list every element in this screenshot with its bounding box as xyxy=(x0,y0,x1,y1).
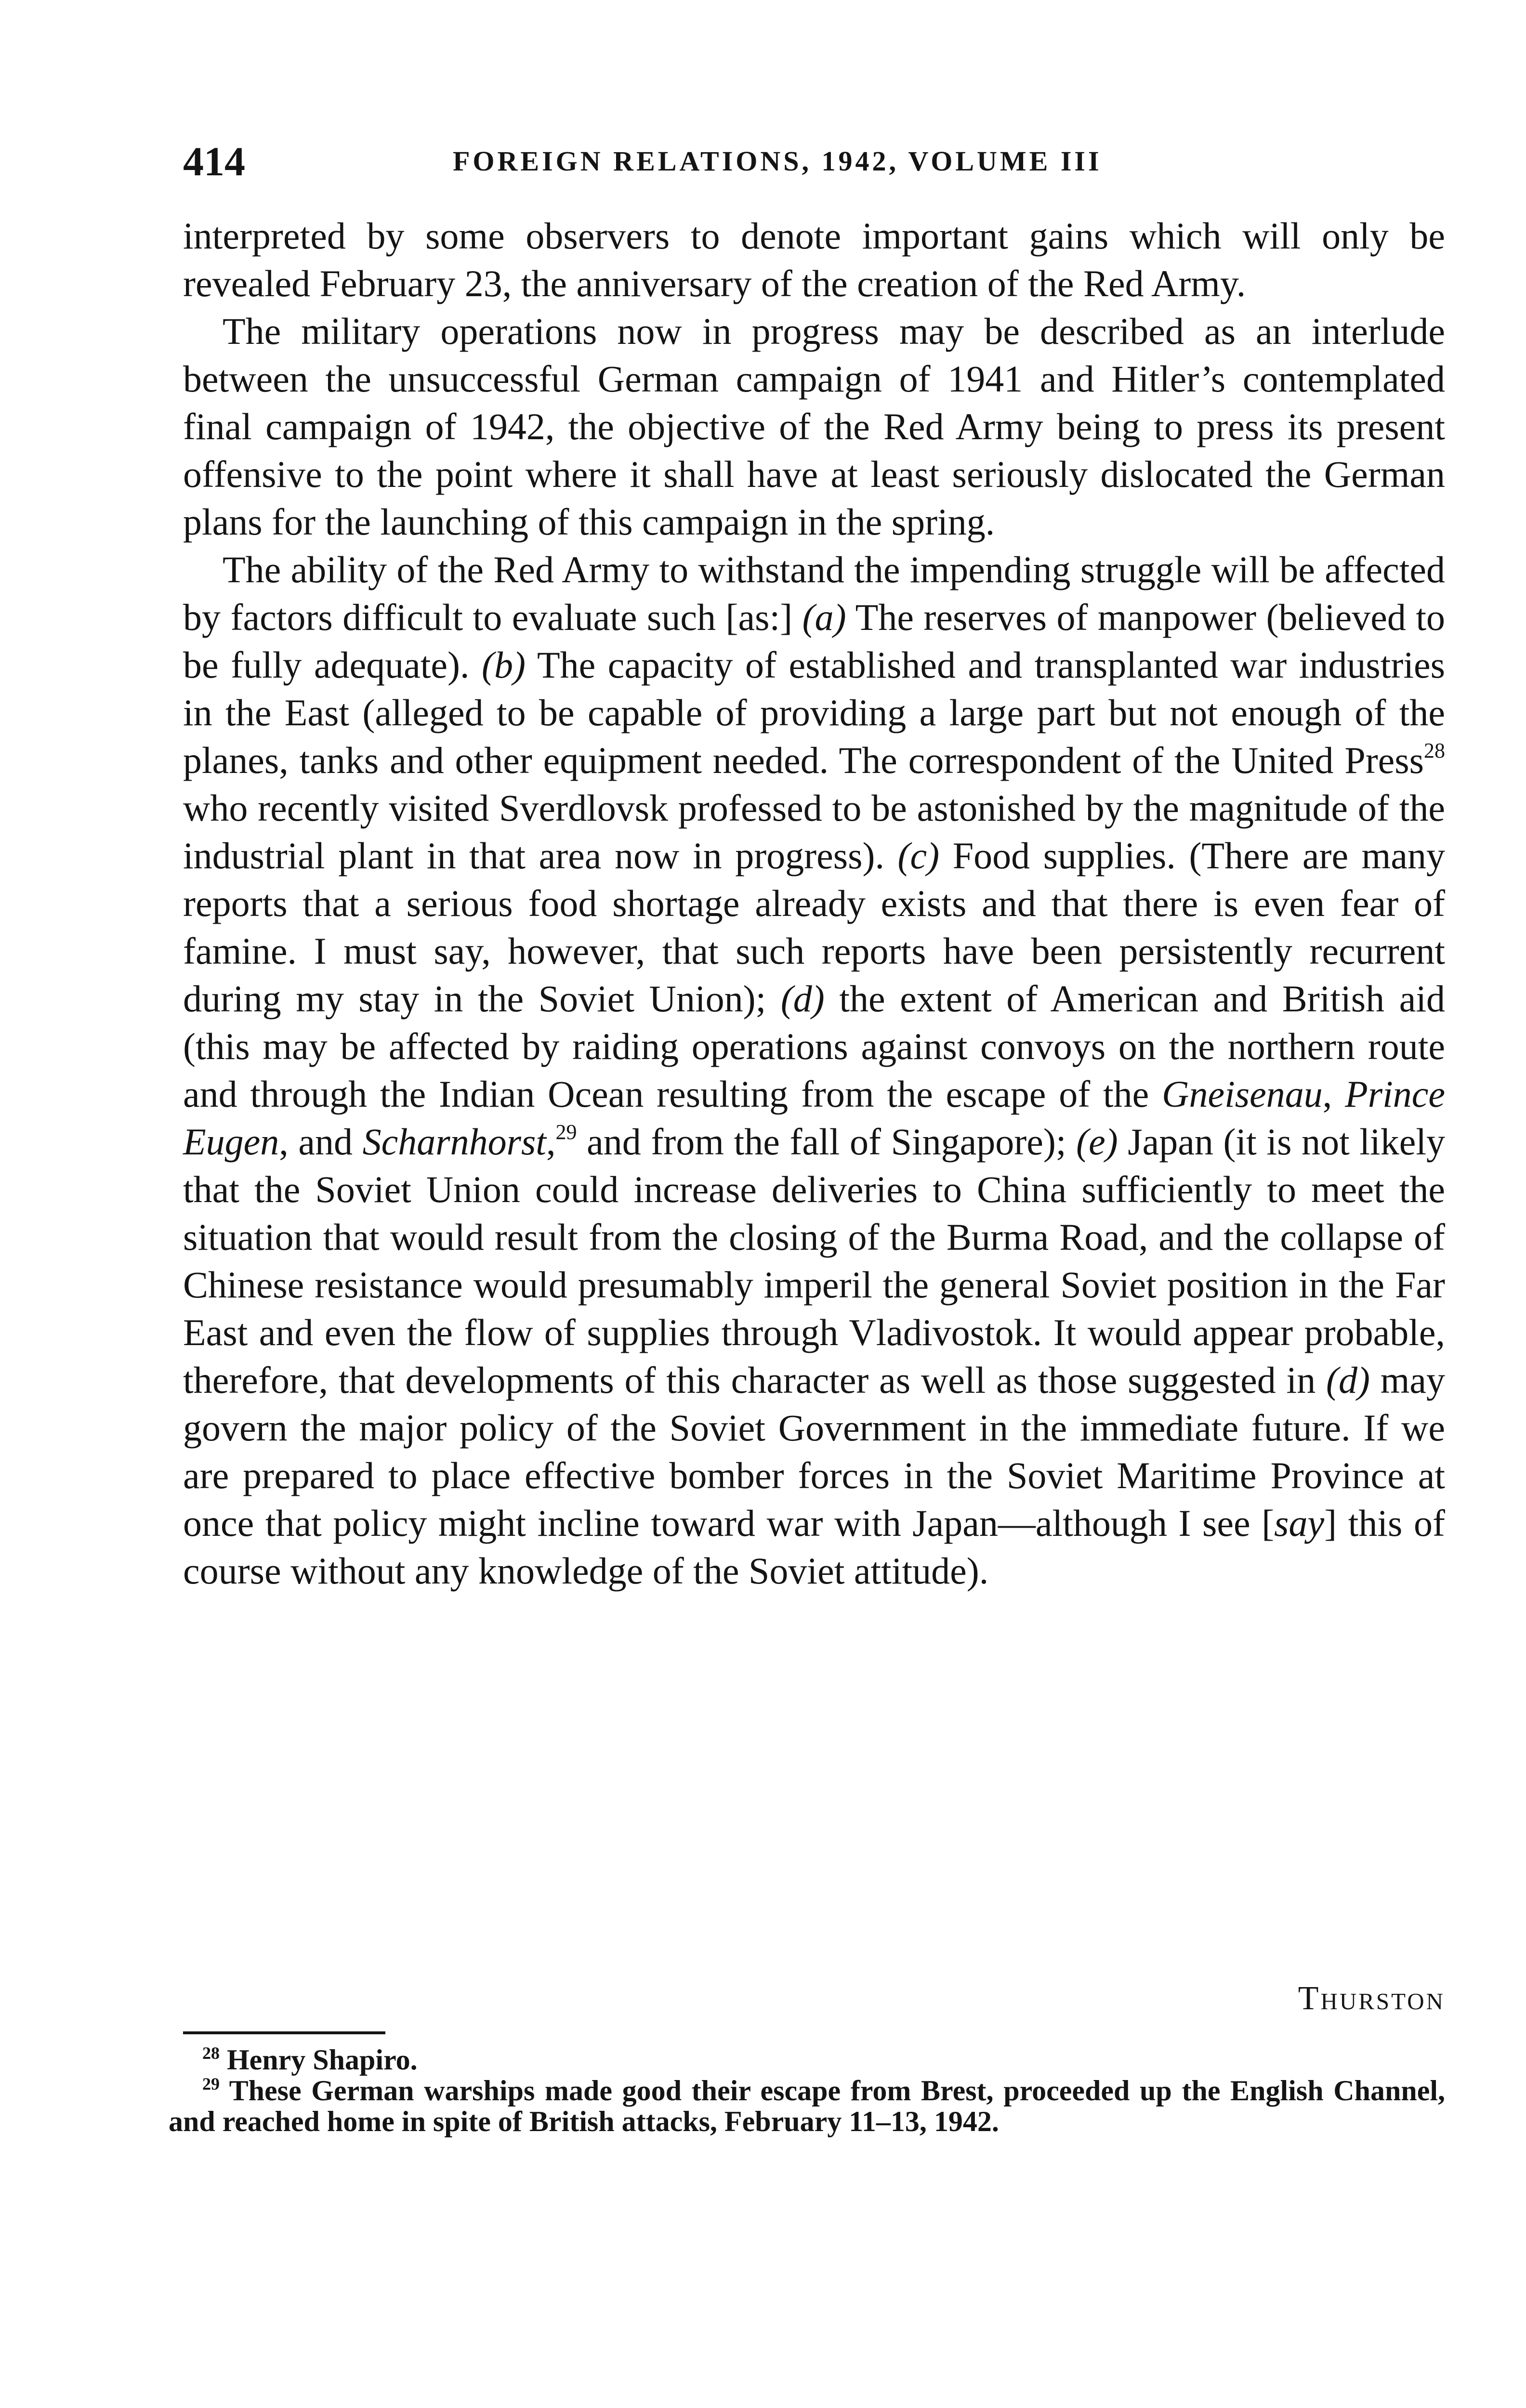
text-run: and from the fall of Singapore); xyxy=(577,1121,1077,1163)
text-run: Food supplies. (There are many reports that a serious food shortage already exists and that there is even fear of famine. I must say, however, that such reports have been persistently recurrent during my stay in the Soviet Union); xyxy=(183,835,1445,1020)
text-run: ] this of course without any knowledge of the Soviet attitude). xyxy=(183,1502,1445,1592)
footnote-28 xyxy=(169,2044,1445,2075)
ship-name-gneisenau: Gneisenau xyxy=(1162,1073,1323,1115)
item-label-c: (c) xyxy=(897,835,940,877)
footnote-text: These German warships made good their escape from Brest, proceeded up the English Channel, and reached home in spite of British attacks, February 11–13, 1942. xyxy=(169,2075,1445,2137)
inserted-word-say: say xyxy=(1274,1502,1325,1544)
footnotes xyxy=(169,2044,1445,2137)
text-run: may govern the major policy of the Soviet Government in the immediate future. If we are prepared to place effective bomber forces in the Soviet Maritime Province at once that policy might incline toward war with Japan—although I see [ xyxy=(183,1359,1446,1544)
text-run: who recently visited Sverdlovsk professed to be astonished by the magnitude of the industrial plant in that area now in progress). xyxy=(183,787,1445,877)
item-label-b: (b) xyxy=(481,644,526,686)
paragraph-red-army-factors xyxy=(183,546,1445,1595)
text-run: The capacity of established and transplanted war industries in the East (alleged to be capable of providing a large part but not enough of the planes, tanks and other equipment needed. The correspondent of the United Press xyxy=(183,644,1445,781)
text-run: Japan (it is not likely that the Soviet Union could increase deliveries to China sufficiently to meet the situation that would result from the closing of the Burma Road, and the collapse of Chinese resistance would presumably imperil the general Soviet position in the Far East and even the flow of supplies through Vladivostok. It would appear probable, therefore, that developments of this character as well as those suggested in xyxy=(183,1121,1445,1401)
ship-name-prince-eugen: Prince Eugen xyxy=(183,1073,1445,1163)
item-label-e: (e) xyxy=(1076,1121,1118,1163)
footnote-marker: 28 xyxy=(202,2043,220,2063)
ship-name-scharnhorst: Scharnhorst xyxy=(362,1121,546,1163)
text-run: The ability of the Red Army to withstand the impending struggle will be affected by factors difficult to evaluate such [as:] xyxy=(183,549,1445,638)
page-number: 414 xyxy=(183,138,245,184)
footnote-29 xyxy=(169,2075,1445,2137)
footnote-ref-29: 29 xyxy=(555,1120,577,1144)
paragraph-military-operations: The military operations now in progress may be described as an interlude between the unsuccessful German campaign of 1941 and Hitler’s contemplated final campaign of 1942, the objective of the Red Army being to press its present offensive to the point where it shall have at least seriously dislocated the German plans for the launching of this campaign in the spring. xyxy=(183,310,1445,543)
item-label-d-ref: (d) xyxy=(1326,1359,1370,1401)
text-run: , and xyxy=(279,1121,363,1163)
paragraph-continuation: interpreted by some observers to denote important gains which will only be revealed February 23, the anniversary of the creation of the Red Army. xyxy=(183,215,1445,304)
footnote-text: Henry Shapiro. xyxy=(220,2044,418,2076)
item-label-d: (d) xyxy=(780,978,825,1020)
footnote-ref-28: 28 xyxy=(1424,739,1445,762)
item-label-a: (a) xyxy=(802,596,846,638)
text-run: , xyxy=(546,1121,556,1163)
text-run: The reserves of manpower (believed to be fully adequate). xyxy=(183,596,1445,686)
body-text xyxy=(183,212,1445,1595)
signature: Thurston xyxy=(1298,1980,1445,2017)
text-run: , xyxy=(1322,1073,1345,1115)
text-run: the extent of American and British aid (this may be affected by raiding operations against convoys on the northern route and through the Indian Ocean resulting from the escape of the xyxy=(183,978,1445,1115)
page-header xyxy=(183,135,1445,188)
footnote-marker: 29 xyxy=(202,2074,220,2094)
footnote-divider xyxy=(183,2031,385,2034)
running-head: FOREIGN RELATIONS, 1942, VOLUME III xyxy=(453,145,1102,177)
